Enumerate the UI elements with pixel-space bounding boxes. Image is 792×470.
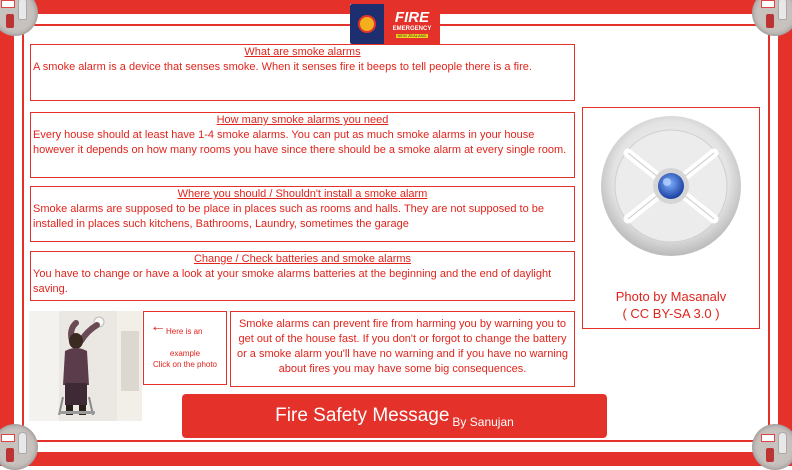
logo-sub: EMERGENCY <box>392 26 432 32</box>
example-photo[interactable] <box>29 311 142 421</box>
section-title: How many smoke alarms you need <box>216 114 389 126</box>
fire-emergency-logo <box>350 4 440 44</box>
section-where-to-install <box>30 186 575 242</box>
section-body: Every house should at least have 1-4 smoke alarms. You can put as much smoke alarms in your house however it depends on how many rooms you have since there should be a smoke alarm at every single room. <box>33 129 567 156</box>
banner-title: Fire Safety Message <box>275 405 450 426</box>
corner-badge-icon <box>752 424 792 470</box>
arrow-left-icon: ← <box>150 318 166 335</box>
smoke-detector-icon <box>588 115 754 257</box>
section-title: What are smoke alarms <box>244 46 361 58</box>
section-check-batteries <box>30 251 575 301</box>
section-title: Where you should / Shouldn't install a smoke alarm <box>177 188 428 200</box>
example-hint <box>143 311 227 385</box>
crest-icon <box>350 4 384 44</box>
section-body: Smoke alarms are supposed to be place in places such as rooms and halls. They are not supposed to be installed in places such kitchens, Bathrooms, Laundry, sometimes the garage <box>33 203 544 230</box>
prevention-message <box>230 311 575 387</box>
section-how-many-alarms <box>30 112 575 178</box>
example-hint-line1: Here is an <box>166 327 203 336</box>
photo-credit-license: ( CC BY-SA 3.0 ) <box>622 306 720 321</box>
section-title: Change / Check batteries and smoke alarms <box>193 253 412 265</box>
section-body: You have to change or have a look at your smoke alarms batteries at the beginning and the end of daylight saving. <box>33 268 552 295</box>
prevention-message-text: Smoke alarms can prevent fire from harming you by warning you to get out of the house fast. If you don't or forgot to change the battery or a smoke alarm you'll have no warning and if you have no warning about fires you may have some big consequences. <box>236 318 569 375</box>
photo-credit-author: Photo by Masanalv <box>615 289 727 304</box>
logo-brand: FIRE <box>394 9 430 26</box>
section-what-are-smoke-alarms <box>30 44 575 101</box>
logo-country: NEW ZEALAND <box>397 33 427 38</box>
example-hint-line2: example <box>169 349 201 358</box>
banner-author: By Sanujan <box>452 415 514 429</box>
section-body: A smoke alarm is a device that senses smoke. When it senses fire it beeps to tell people there is a fire. <box>33 61 532 73</box>
example-hint-line3: Click on the photo <box>152 360 218 369</box>
smoke-alarm-photo-panel <box>582 107 760 329</box>
fire-safety-banner <box>182 394 607 438</box>
person-installing-alarm-icon <box>29 311 142 421</box>
